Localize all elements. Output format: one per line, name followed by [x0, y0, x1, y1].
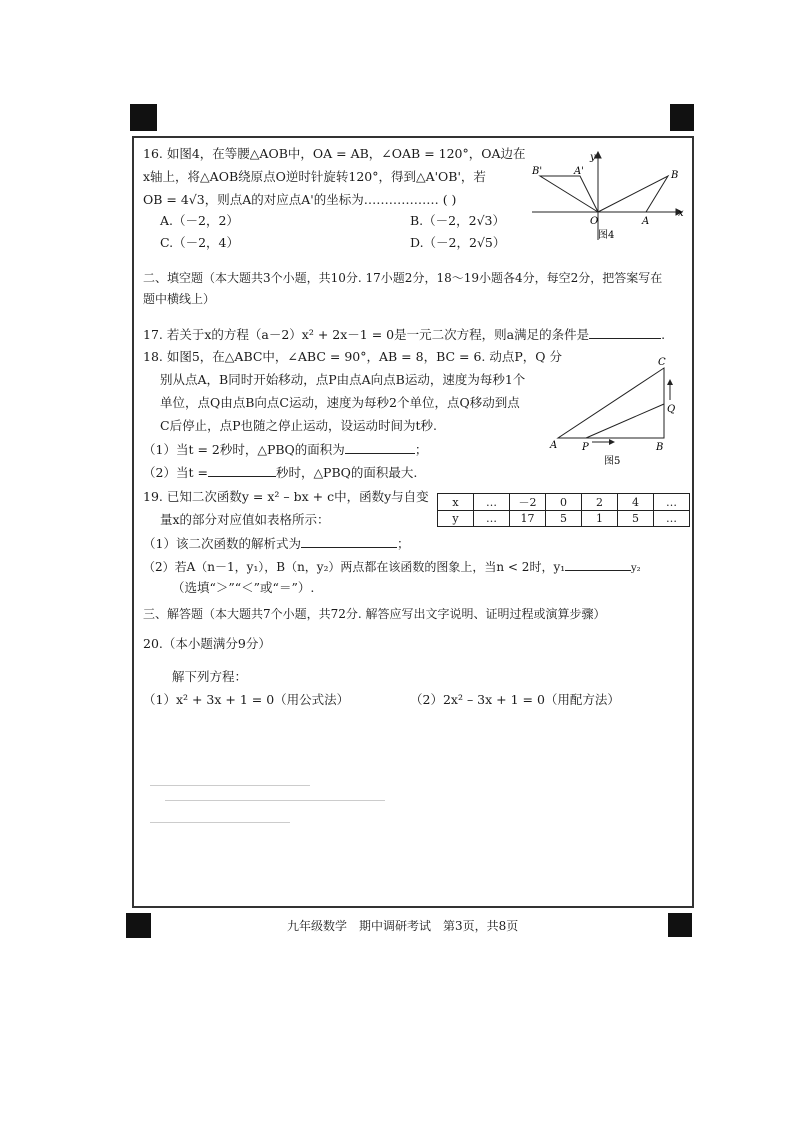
scan-artifact — [150, 822, 290, 823]
q19-line2: 量x的部分对应值如表格所示： — [160, 512, 330, 527]
fig5-label-c: C — [658, 357, 666, 368]
q16-line2: x轴上，将△AOB绕原点O逆时针旋转120°，得到△A'OB'，若 — [143, 169, 486, 184]
q18-line2: 别从点A，B同时开始移动，点P由点A向点B运动，速度为每秒1个 — [160, 372, 526, 387]
page-footer: 九年级数学 期中调研考试 第3页，共8页 — [287, 919, 519, 933]
table-cell: －2 — [510, 494, 546, 511]
fig4-label-b: B — [671, 170, 679, 181]
q17 — [143, 326, 665, 343]
table-cell: … — [474, 494, 510, 511]
table-cell: 5 — [546, 511, 582, 527]
table-row-x — [438, 494, 690, 511]
table-cell: 0 — [546, 494, 582, 511]
q19-sub2-answer-blank[interactable] — [565, 558, 631, 571]
figure-4 — [528, 148, 688, 244]
triangle-a1ob1 — [540, 176, 598, 212]
registration-mark-top-left — [130, 104, 157, 131]
fig5-caption: 图5 — [604, 456, 621, 467]
y-axis-arrow — [595, 152, 601, 158]
arrow-p-head — [609, 439, 615, 445]
q18-sub1-text: （1）当t = 2秒时，△PBQ的面积为 — [143, 442, 345, 457]
q18-line3: 单位，点Q由点B向点C运动，速度为每秒2个单位，点Q移动到点 — [160, 395, 520, 410]
table-cell: … — [474, 511, 510, 527]
fig4-caption: 图4 — [598, 230, 615, 241]
q18-line4: C后停止，点P也随之停止运动，设运动时间为t秒. — [160, 418, 437, 433]
fig5-label-b: B — [656, 442, 664, 453]
fig4-label-b1: B' — [532, 166, 543, 177]
q19-sub2-hint: （选填“＞”“＜”或“＝”）. — [172, 580, 315, 595]
fig5-label-q: Q — [667, 404, 676, 415]
table-cell: … — [654, 494, 690, 511]
q19-line1: 19. 已知二次函数y = x² – bx + c中，函数y与自变 — [143, 489, 429, 504]
q19-sub2-end: y₂ — [631, 563, 641, 574]
fig5-label-a: A — [550, 440, 558, 451]
q18-sub1-answer-blank[interactable] — [345, 441, 415, 454]
triangle-aob — [598, 176, 668, 212]
q20-sub2: （2）2x² – 3x + 1 = 0（用配方法） — [410, 692, 620, 707]
table-cell: x — [438, 494, 474, 511]
q16-line1: 16. 如图4，在等腰△AOB中，OA = AB，∠OAB = 120°，OA边在 — [143, 146, 526, 161]
fig5-label-p: P — [582, 442, 589, 453]
q19-sub2 — [143, 558, 641, 577]
fig4-label-a1: A' — [574, 166, 584, 177]
registration-mark-bottom-left — [126, 913, 151, 938]
q19-sub1 — [143, 535, 409, 552]
frame-right — [692, 136, 694, 906]
frame-bottom — [132, 906, 694, 908]
frame-top — [132, 136, 694, 138]
frame-left — [132, 136, 134, 906]
value-table — [437, 493, 690, 527]
table-cell: 1 — [582, 511, 618, 527]
q16-option-a: A.（－2，2） — [160, 213, 239, 228]
q18-sub1 — [143, 441, 427, 458]
table-cell: 4 — [618, 494, 654, 511]
table-cell: y — [438, 511, 474, 527]
scan-artifact — [165, 800, 385, 801]
section3-heading: 三、解答题（本大题共7个小题，共72分. 解答应写出文字说明、证明过程或演算步骤） — [143, 607, 606, 621]
q17-answer-blank[interactable] — [589, 326, 661, 339]
q19-sub1-text: （1）该二次函数的解析式为 — [143, 536, 301, 551]
q16-option-c: C.（－2，4） — [160, 235, 239, 250]
q16-option-d: D.（－2，2√5） — [410, 235, 506, 250]
scan-artifact — [150, 785, 310, 786]
fig4-label-x: x — [678, 208, 684, 219]
arrow-q-head — [667, 379, 673, 385]
q20-intro: 解下列方程： — [172, 669, 248, 684]
q18-sub1-end: ； — [414, 442, 428, 457]
registration-mark-top-right — [670, 104, 694, 131]
fig4-label-y: y — [590, 152, 596, 163]
fig4-label-o: O — [590, 216, 599, 227]
table-cell: 17 — [510, 511, 546, 527]
q18-sub2 — [143, 464, 417, 481]
figure-5 — [546, 354, 676, 468]
q16-option-b: B.（－2，2√3） — [410, 213, 505, 228]
q19-sub2-text: （2）若A（n－1，y₁），B（n，y₂）两点都在该函数的图象上，当n < 2时，y₁ — [143, 560, 566, 574]
table-row-y — [438, 511, 690, 527]
q18-sub2-answer-blank[interactable] — [208, 464, 276, 477]
table-cell: … — [654, 511, 690, 527]
q17-end: . — [661, 327, 666, 342]
table-cell: 5 — [618, 511, 654, 527]
q16-line3: OB = 4√3，则点A的对应点A'的坐标为……………… ( ) — [143, 192, 457, 207]
segment-pq — [586, 404, 664, 438]
q18-sub2-text: （2）当t = — [143, 465, 208, 480]
table-cell: 2 — [582, 494, 618, 511]
q18-line1: 18. 如图5，在△ABC中，∠ABC = 90°，AB = 8，BC = 6. 动点P，Q 分 — [143, 349, 563, 364]
q20-title: 20.（本小题满分9分） — [143, 636, 271, 651]
fig4-label-a: A — [642, 216, 650, 227]
section2-line1: 二、填空题（本大题共3个小题，共10分. 17小题2分，18～19小题各4分，每空2分，把答案写在 — [143, 271, 663, 285]
q20-sub1: （1）x² + 3x + 1 = 0（用公式法） — [143, 692, 350, 707]
q19-sub1-answer-blank[interactable] — [301, 535, 397, 548]
q17-text: 17. 若关于x的方程（a－2）x² + 2x－1 = 0是一元二次方程，则a满足的条件是 — [143, 327, 590, 342]
section2-line2: 题中横线上） — [143, 292, 216, 306]
q18-sub2-end: 秒时，△PBQ的面积最大. — [275, 465, 418, 480]
q19-sub1-end: ； — [396, 536, 410, 551]
registration-mark-bottom-right — [668, 913, 692, 937]
